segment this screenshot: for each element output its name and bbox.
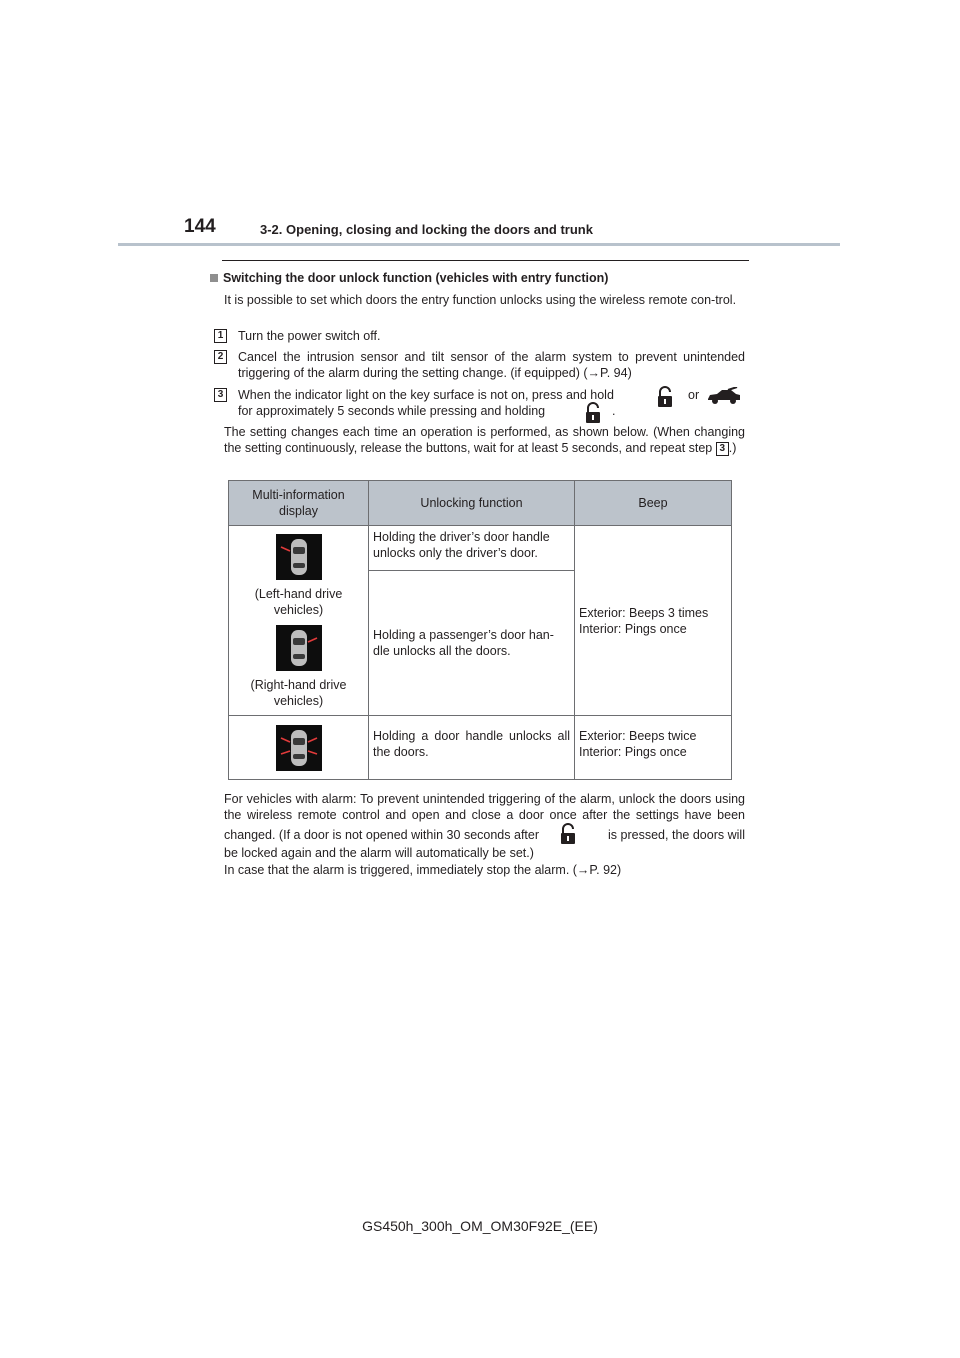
alarm-note-text-b: is pressed, the doors will be locked again and the alarm will automatically be set.)	[224, 828, 745, 860]
document-code: GS450h_300h_OM_OM30F92E_(EE)	[362, 1218, 598, 1234]
display-cell	[229, 526, 369, 716]
beep-exterior: Exterior: Beeps twice	[579, 729, 697, 743]
settings-table	[228, 480, 732, 780]
beep-interior: Interior: Pings once	[579, 745, 687, 759]
step-1-text: Turn the power switch off.	[238, 329, 381, 343]
beep-interior: Interior: Pings once	[579, 621, 687, 636]
setting-note	[224, 424, 745, 456]
page-number: 144	[184, 216, 216, 237]
intro-text: It is possible to set which doors the entry function unlocks using the wireless remote con-trol.	[224, 293, 737, 307]
alarm-triggered-line: In case that the alarm is triggered, immediately stop the alarm. (→P. 92)	[224, 863, 622, 877]
right-hand-drive-label: (Right-hand drive vehicles)	[250, 678, 347, 708]
sub-heading	[210, 270, 608, 286]
sub-heading-text: Switching the door unlock function (vehicles with entry function)	[223, 271, 609, 285]
display-cell	[229, 716, 369, 780]
header-rule	[118, 243, 840, 246]
step-2-text: Cancel the intrusion sensor and tilt sensor of the alarm system to prevent unintended triggering of the alarm during the setting change. (if equipped) (→P. 94)	[238, 350, 745, 380]
step-3-text-a: When the indicator light on the key surface is not on, press and hold	[238, 388, 614, 402]
setting-note-text: The setting changes each time an operation is performed, as shown below. (When changing the setting continuously, release the buttons, wait for at least 5 seconds, and repeat step	[224, 425, 745, 455]
column-header: Unlocking function	[369, 481, 575, 526]
trunk-button-icon	[706, 387, 742, 405]
content-rule	[222, 260, 749, 261]
lock-button-icon	[559, 823, 577, 845]
car-display-all-doors-icon	[276, 725, 322, 771]
column-header: Beep	[575, 481, 732, 526]
function-cell: Holding the driver’s door handle unlocks only the driver’s door.	[369, 526, 575, 571]
alarm-note	[224, 791, 745, 861]
step-number-3: 3	[214, 388, 227, 402]
beep-cell	[575, 526, 732, 716]
step-number-1: 1	[214, 329, 227, 343]
column-header: Multi-information display	[229, 481, 369, 526]
step-reference: 3	[716, 442, 729, 456]
step-3-or: or	[688, 388, 700, 402]
function-cell: Holding a passenger’s door han-dle unlocks all the doors.	[369, 571, 575, 716]
square-bullet-icon	[210, 274, 218, 282]
lock-button-icon	[656, 386, 674, 408]
setting-note-end: .)	[728, 441, 737, 455]
step-number-2: 2	[214, 350, 227, 364]
section-title: 3-2. Opening, closing and locking the doors and trunk	[260, 222, 593, 237]
step-3-text-b: for approximately 5 seconds while pressing and holding	[238, 404, 546, 418]
alarm-note-text-a: For vehicles with alarm: To prevent unintended triggering of the alarm, unlock the doors using the wireless remote control and open and close a door once after the settings have been changed. (If a door is not opened within 30 seconds after	[224, 792, 745, 842]
car-display-right-hand-drive-icon	[276, 625, 322, 671]
lock-button-icon	[584, 402, 602, 424]
table-row	[229, 526, 732, 571]
beep-exterior: Exterior: Beeps 3 times	[579, 605, 709, 620]
table-row	[229, 716, 732, 780]
left-hand-drive-label: (Left-hand drive vehicles)	[254, 587, 343, 617]
function-cell: Holding a door handle unlocks all the doors.	[369, 716, 575, 780]
table-header-row	[229, 481, 732, 526]
beep-cell	[575, 716, 732, 780]
step-3-period: .	[612, 404, 616, 418]
car-display-left-hand-drive-icon	[276, 534, 322, 580]
